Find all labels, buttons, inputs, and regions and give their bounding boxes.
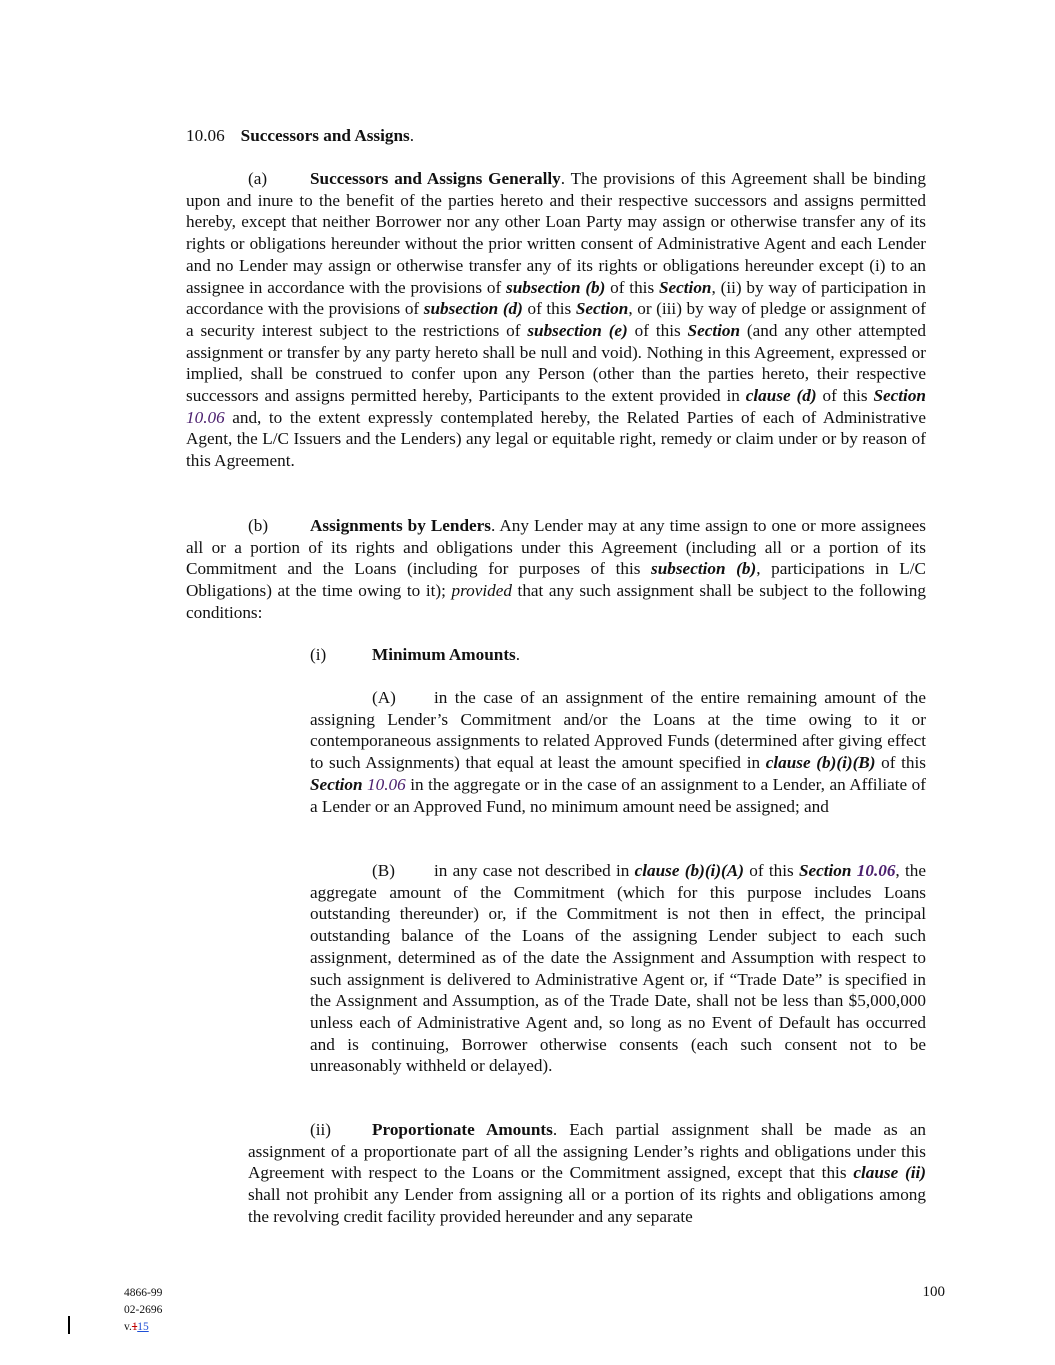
section-link[interactable]: 10.06 xyxy=(186,407,225,427)
page-number: 100 xyxy=(922,1284,945,1300)
paragraph-a-text: and, to the extent expressly contemplated hereby, the Related Parties of each of Administrative Agent, the L/C Issuers and the Lenders) any legal or equitable right, remedy or claim under or by reason of this Agreement. xyxy=(186,407,926,471)
paragraph-a-text: . The provisions of this Agreement shall be binding upon and inure to the benefit of the parties hereto and their respective successors and assigns permitted hereby, except that neither Borrower nor any other Loan Party may assign or otherwise transfer any of its rights or obligations hereunder without the prior written consent of Administrative Agent and each Lender and no Lender may assign or otherwise transfer any of its rights or obligations hereunder except (i) to an assignee in accordance with the provisions of xyxy=(186,169,926,297)
provided-term: provided xyxy=(451,581,512,601)
cross-reference: subsection (b) xyxy=(651,559,757,579)
paragraph-b-text: , participations in L/C Obligations) at the time owing to it); xyxy=(186,559,926,601)
paragraph-a-text: of this xyxy=(522,299,576,319)
paragraph-i-heading: Minimum Amounts xyxy=(372,645,516,664)
version-inserted: 15 xyxy=(137,1321,149,1333)
cross-reference: clause (ii) xyxy=(853,1163,926,1183)
paragraph-a-text: (and any other attempted assignment or transfer by any party hereto shall be null and void). Nothing in this Agreement, expressed or implied, shall be construed to confer upon any Person (other than the parties hereto, their respective successors and assigns permitted hereby, Participants to the extent provided in xyxy=(186,320,926,406)
cross-reference: subsection (d) xyxy=(423,299,523,319)
doc-id-line2: 02-2696 xyxy=(124,1304,163,1316)
paragraph-ii-heading: Proportionate Amounts xyxy=(372,1120,553,1139)
paragraph-A-text: in the case of an assignment of the entire remaining amount of the assigning Lender’s Commitment and/or the Loans at the time owing to it or contemporaneous assignments to related Approved Funds (determined after giving effect to such Assignments) that equal at least the amount specified in xyxy=(310,688,926,773)
paragraph-a-text: , (ii) by way of participation in accordance with the provisions of xyxy=(186,277,926,319)
version-deleted: 1 xyxy=(131,1321,138,1333)
section-reference: Section xyxy=(310,774,363,794)
paragraph-b-text: that any such assignment shall be subject to the following conditions: xyxy=(186,581,926,622)
paragraph-A xyxy=(310,687,926,817)
paragraph-a xyxy=(186,168,926,472)
doc-version xyxy=(124,1319,162,1336)
paragraph-b xyxy=(186,515,926,624)
paragraph-b-text: . Any Lender may at any time assign to one or more assignees all or a portion of its rights and obligations under this Agreement (including all or a portion of its Commitment and the Loans (including for purposes of this xyxy=(186,516,926,579)
paragraph-ii-text: . Each partial assignment shall be made as an assignment of a proportionate part of all the assigning Lender’s rights and obligations under this Agreement with respect to the Loans or the Commitment assigned, except that this xyxy=(248,1120,926,1183)
paragraph-i-label: (i) xyxy=(310,645,327,664)
cross-reference: clause (b)(i)(A) xyxy=(634,861,744,880)
section-link[interactable]: 10.06 xyxy=(367,774,406,794)
section-number: 10.06 xyxy=(186,126,225,145)
section-reference: Section xyxy=(687,320,741,340)
paragraph-a-text: of this xyxy=(627,320,688,340)
paragraph-b-label: (b) xyxy=(248,516,269,535)
paragraph-i: (i) Minimum Amounts. xyxy=(310,645,521,664)
section-link[interactable]: 10.06 xyxy=(856,861,896,880)
cross-reference: subsection (b) xyxy=(506,277,606,297)
section-heading: 10.06 Successors and Assigns. xyxy=(186,126,415,145)
doc-id-line1: 4866-99 xyxy=(124,1287,163,1299)
paragraph-a-label: (a) xyxy=(248,169,268,188)
section-reference: Section xyxy=(798,861,852,880)
section-reference: Section xyxy=(575,299,629,319)
paragraph-b-heading: Assignments by Lenders xyxy=(310,516,491,535)
paragraph-B-label: (B) xyxy=(372,861,395,880)
cross-reference: clause (b)(i)(B) xyxy=(765,753,876,773)
version-prefix: v. xyxy=(124,1321,132,1333)
document-id-footer xyxy=(124,1285,162,1336)
paragraph-B-text: in any case not described in xyxy=(434,861,635,880)
paragraph-B-text: of this xyxy=(743,861,799,880)
paragraph-A-text: of this xyxy=(875,753,926,773)
paragraph-B-text: , the aggregate amount of the Commitment (which for this purpose includes Loans outstanding thereunder) or, if the Commitment is not then in effect, the principal outstanding balance of the Loans of the assigning Lender subject to each such assignment, determined as of the date the Assignment and Assumption with respect to such assignment is delivered to Administrative Agent or, if “Trade Date” is specified in the Assignment and Assumption, as of the Trade Date, shall not be less than $5,000,000 unless each of Administrative Agent and, so long as no Event of Default has occurred and is continuing, Borrower otherwise consents (each such consent not to be unreasonably withheld or delayed). xyxy=(310,861,926,1076)
section-reference: Section xyxy=(658,277,712,297)
cross-reference: subsection (e) xyxy=(527,320,628,340)
section-title: Successors and Assigns xyxy=(240,126,410,145)
paragraph-a-text: , or (iii) by way of pledge or assignment of a security interest subject to the restrictions of xyxy=(186,299,926,340)
paragraph-A-label: (A) xyxy=(372,688,396,707)
cross-reference: clause (d) xyxy=(745,386,817,406)
change-bar xyxy=(68,1316,70,1334)
paragraph-a-text: of this xyxy=(816,386,874,406)
section-reference: Section xyxy=(873,386,926,406)
paragraph-ii-label: (ii) xyxy=(310,1120,331,1139)
paragraph-ii-text: shall not prohibit any Lender from assigning all or a portion of its rights and obligations among the revolving credit facility provided hereunder and any separate xyxy=(248,1185,926,1226)
paragraph-B xyxy=(310,860,926,1077)
paragraph-a-heading: Successors and Assigns Generally xyxy=(310,169,561,188)
paragraph-a-text: of this xyxy=(605,277,659,297)
paragraph-ii xyxy=(248,1119,926,1228)
paragraph-A-text: in the aggregate or in the case of an assignment to a Lender, an Affiliate of a Lender or an Approved Fund, no minimum amount need be assigned; and xyxy=(310,774,926,816)
